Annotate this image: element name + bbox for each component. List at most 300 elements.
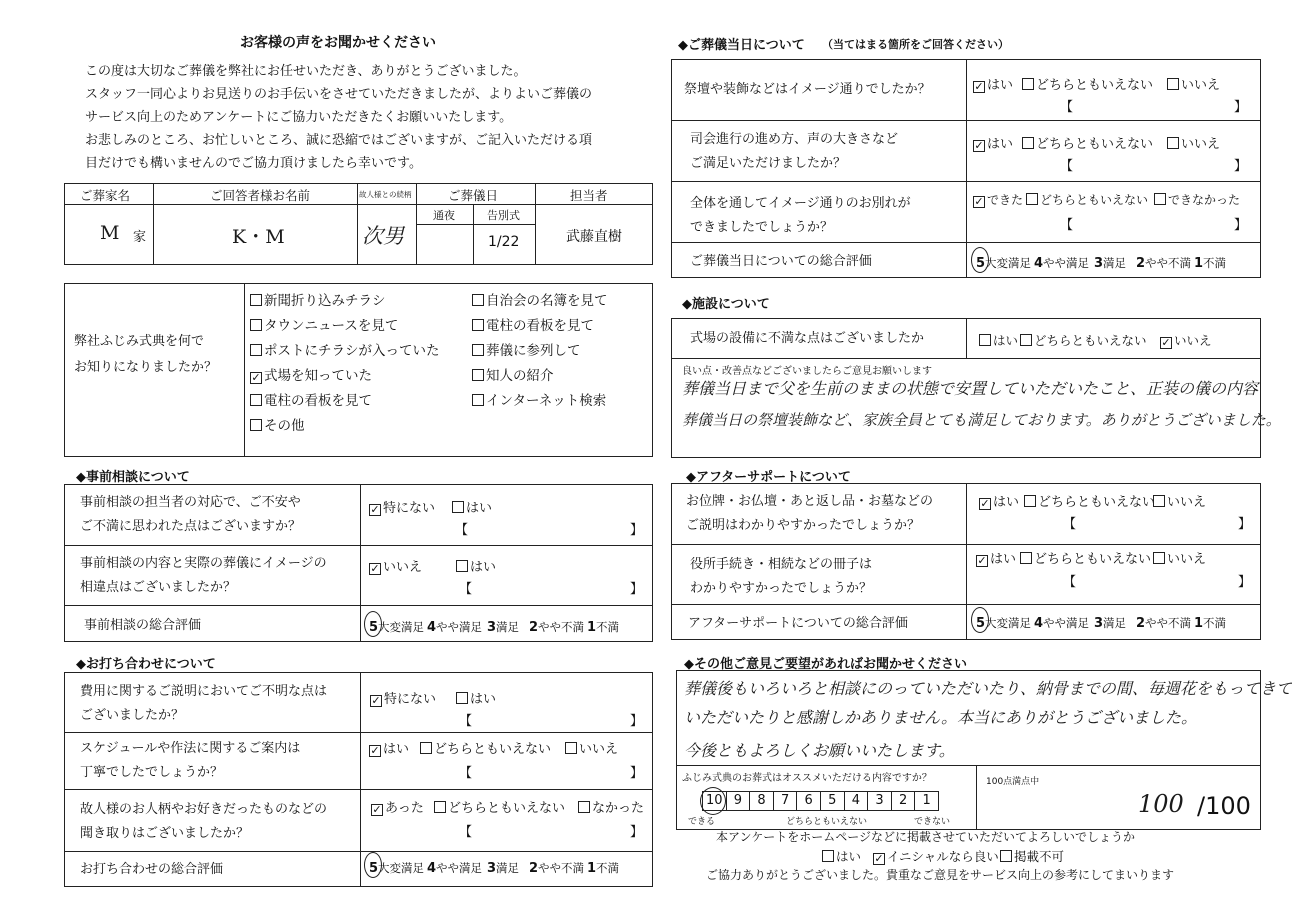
tojitsu-q2-line2: ご満足いただけましたか？: [690, 156, 847, 171]
jizen-q1-opt-0[interactable]: [369, 497, 435, 516]
tojitsu-q1-opt-2-label: いいえ: [1181, 78, 1221, 93]
after-q1-opt-2[interactable]: [1153, 491, 1206, 510]
source-question-2: お知りになりましたか？: [74, 360, 218, 375]
source-option-3-checkbox[interactable]: [472, 319, 484, 331]
source-option-2[interactable]: [250, 314, 398, 334]
source-option-8-checkbox[interactable]: [250, 394, 262, 406]
tojitsu-q1-opt-2[interactable]: [1167, 74, 1220, 93]
uchiawase-q3-opt-0-label: あった: [385, 801, 424, 816]
header-family: ご葬家名: [80, 188, 131, 203]
tojitsu-q1-bracket-open: 【: [1060, 100, 1074, 115]
jizen-q1-opt-0-label: 特にない: [383, 501, 436, 516]
jizen-q2-opt-0-label: いいえ: [383, 560, 423, 575]
after-q1-opt-0[interactable]: [979, 491, 1019, 510]
scale-left-label: できる: [688, 817, 716, 827]
after-q1-opt-0-checkbox[interactable]: ✓: [980, 497, 990, 510]
after-selected-circle: [971, 607, 989, 633]
shisetsu-q1-opt-0-label: はい: [993, 333, 1019, 348]
after-q1-line2: ご説明はわかりやすかったでしょうか？: [686, 518, 921, 533]
publish-opt-1[interactable]: [873, 847, 999, 865]
header-date: ご葬儀日: [448, 188, 499, 203]
after-q1-bracket-open: 【: [1063, 517, 1077, 532]
jizen-rating-num: 4: [427, 620, 437, 635]
family-suffix: 家: [133, 230, 147, 245]
tojitsu-rating-label: やや不満: [1145, 256, 1192, 270]
after-q2-bracket-open: 【: [1063, 575, 1077, 590]
uchiawase-q1-opt-0-label: 特にない: [384, 692, 437, 707]
after-q2-answer-field[interactable]: [1079, 571, 1236, 589]
tojitsu-q4: ご葬儀当日についての総合評価: [690, 254, 872, 269]
uchiawase-q2-opt-0-checkbox[interactable]: ✓: [370, 744, 380, 757]
tojitsu-heading: ◆ご葬儀当日について: [678, 38, 805, 53]
recommend-score-7[interactable]: 7: [773, 791, 798, 811]
jizen-rating-label: 不満: [596, 620, 620, 634]
source-option-3-label: 電柱の看板を見て: [486, 318, 594, 334]
shisetsu-q1-opt-2-label: いいえ: [1174, 333, 1212, 348]
after-q1-opt-2-label: いいえ: [1167, 495, 1207, 510]
source-option-4[interactable]: [250, 339, 440, 359]
after-q2-opt-2-label: いいえ: [1167, 552, 1207, 567]
jizen-q3: 事前相談の総合評価: [84, 618, 202, 633]
source-option-5-label: 葬儀に参列して: [486, 343, 581, 359]
other-comment-1: 葬儀後もいろいろと相談にのっていただいたり、納骨までの間、毎週花をもってきて: [684, 679, 1292, 698]
jizen-q1-answer-field[interactable]: [471, 519, 628, 537]
uchiawase-q1-opt-1-label: はい: [470, 692, 497, 707]
shisetsu-q1: 式場の設備に不満な点はございましたか: [690, 331, 925, 346]
tojitsu-q2-opt-1-label: どちらともいえない: [1036, 137, 1154, 152]
tojitsu-rating-num: 5: [976, 256, 986, 271]
shisetsu-comment-label: 良い点・改善点などございましたらご意見お願いします: [682, 366, 932, 377]
header-staff: 担当者: [570, 188, 608, 203]
jizen-rating-num: 3: [487, 620, 497, 635]
recommend-selected-circle: [700, 787, 726, 815]
intro-line-5: 目だけでも構いませんのでご協力頂けましたら幸いです。: [85, 156, 422, 171]
tojitsu-heading-note: （当てはまる箇所をご回答ください）: [822, 38, 1009, 51]
tojitsu-rating-1[interactable]: [1194, 252, 1226, 271]
uchiawase-q1-line2: ございましたか？: [80, 708, 185, 723]
jizen-rating-2[interactable]: [529, 616, 584, 635]
source-option-1-label: 自治会の名簿を見て: [486, 293, 608, 309]
source-option-3[interactable]: [472, 314, 594, 334]
shisetsu-comment-2: 葬儀当日の祭壇装飾など、家族全員とても満足しております。ありがとうございました。: [682, 411, 1281, 429]
tojitsu-rating-num: 2: [1136, 256, 1146, 271]
jizen-q2-opt-1[interactable]: [456, 556, 496, 575]
source-option-4-label: ポストにチラシが入っていた: [264, 343, 440, 359]
source-option-10-label: その他: [264, 418, 305, 434]
scale-right-label: できない: [914, 817, 951, 827]
uchiawase-rating-num: 2: [529, 861, 539, 876]
uchiawase-q3-opt-0-checkbox[interactable]: ✓: [372, 803, 382, 816]
after-q1-line1: お位牌・お仏壇・あと返し品・お墓などの: [686, 494, 934, 509]
tojitsu-q3-bracket-open: 【: [1060, 218, 1074, 233]
shisetsu-q1-opt-2[interactable]: [1160, 331, 1212, 349]
survey-title: お客様の声をお聞かせください: [240, 35, 436, 51]
uchiawase-q2-opt-2-checkbox[interactable]: [565, 742, 577, 754]
uchiawase-rating-3[interactable]: [487, 857, 519, 876]
source-option-7-checkbox[interactable]: [472, 369, 484, 381]
tojitsu-q3-opt-1-checkbox[interactable]: [1026, 193, 1038, 205]
shisetsu-q1-opt-1-label: どちらともいえない: [1034, 333, 1147, 348]
other-heading: ◆その他ご意見ご要望があればお聞かせください: [684, 657, 967, 672]
jizen-selected-circle: [364, 611, 382, 637]
uchiawase-heading: ◆お打ち合わせについて: [76, 657, 216, 672]
tojitsu-q3-opt-2[interactable]: [1154, 191, 1240, 208]
jizen-q1-bracket-close: 】: [630, 523, 644, 538]
source-option-9-label: インターネット検索: [486, 393, 607, 409]
jizen-rating-3[interactable]: [487, 616, 519, 635]
jizen-rating-4[interactable]: [427, 616, 482, 635]
source-option-8[interactable]: [250, 389, 372, 409]
shisetsu-q1-opt-1-checkbox[interactable]: [1020, 334, 1032, 346]
tojitsu-q3-opt-2-label: できなかった: [1168, 193, 1241, 207]
tojitsu-rating-label: 大変満足: [985, 256, 1032, 270]
tojitsu-q2-opt-2-label: いいえ: [1181, 137, 1221, 152]
uchiawase-q2-opt-1[interactable]: [420, 738, 551, 757]
publish-question: 本アンケートをホームページなどに掲載させていただいてよろしいでしょうか: [716, 830, 1136, 844]
source-option-7[interactable]: [472, 364, 554, 384]
source-option-10-checkbox[interactable]: [250, 419, 262, 431]
uchiawase-q2-opt-1-checkbox[interactable]: [420, 742, 432, 754]
after-rating-2[interactable]: [1136, 612, 1191, 631]
publish-opt-2-label: 掲載不可: [1014, 849, 1065, 864]
after-rating-num: 1: [1194, 616, 1204, 631]
after-rating-label: 大変満足: [985, 616, 1032, 630]
publish-opt-2[interactable]: [1000, 847, 1064, 865]
jizen-q2-line2: 相違点はございましたか？: [80, 580, 237, 595]
uchiawase-q1-opt-1[interactable]: [456, 688, 496, 707]
staff-value: 武藤直樹: [566, 229, 622, 245]
jizen-q2-opt-1-label: はい: [470, 560, 497, 575]
uchiawase-q2-answer-field[interactable]: [475, 762, 628, 780]
after-rating-num: 4: [1034, 616, 1044, 631]
tojitsu-q3-line1: 全体を通してイメージ通りのお別れが: [690, 196, 911, 211]
after-q3: アフターサポートについての総合評価: [688, 616, 908, 631]
jizen-q2-bracket-close: 】: [630, 582, 644, 597]
recommend-score-9[interactable]: 9: [726, 791, 751, 811]
after-q2-opt-0-checkbox[interactable]: ✓: [977, 554, 987, 567]
jizen-q1-line1: 事前相談の担当者の対応で、ご不安や: [80, 495, 301, 510]
tojitsu-q1-opt-0[interactable]: [973, 74, 1013, 93]
after-rating-num: 5: [976, 616, 986, 631]
tojitsu-q1: 祭壇や装飾などはイメージ通りでしたか？: [684, 82, 931, 97]
tojitsu-q3-answer-field[interactable]: [1076, 214, 1232, 232]
source-option-4-checkbox[interactable]: [250, 344, 262, 356]
uchiawase-q2-bracket-close: 】: [630, 766, 644, 781]
after-q2-opt-1-checkbox[interactable]: [1020, 552, 1032, 564]
uchiawase-q2-opt-2[interactable]: [565, 738, 618, 757]
tojitsu-q2-opt-2[interactable]: [1167, 133, 1220, 152]
source-option-5-checkbox[interactable]: [472, 344, 484, 356]
after-q1-opt-1[interactable]: [1024, 491, 1155, 510]
source-option-2-checkbox[interactable]: [250, 319, 262, 331]
after-rating-label: 不満: [1203, 616, 1227, 630]
intro-line-1: この度は大切なご葬儀を弊社にお任せいただき、ありがとうございました。: [85, 64, 527, 79]
uchiawase-q3-opt-1-label: どちらともいえない: [448, 801, 566, 816]
source-option-0[interactable]: [250, 289, 386, 309]
source-option-2-label: タウンニュースを見て: [264, 318, 399, 334]
uchiawase-q3-line2: 聞き取りはございましたか？: [80, 826, 250, 841]
recommend-score-1[interactable]: 1: [914, 791, 939, 811]
recommend-score-10[interactable]: 10: [702, 791, 727, 811]
jizen-q2-opt-0[interactable]: [369, 556, 422, 575]
publish-opt-1-checkbox[interactable]: ✓: [874, 852, 884, 865]
uchiawase-q2-line1: スケジュールや作法に関するご案内は: [80, 741, 301, 756]
uchiawase-rating-1[interactable]: [587, 857, 619, 876]
jizen-q1-opt-1[interactable]: [452, 497, 492, 516]
after-rating-label: やや満足: [1043, 616, 1090, 630]
jizen-rating-num: 2: [529, 620, 539, 635]
tojitsu-rating-num: 3: [1094, 256, 1104, 271]
tojitsu-q1-opt-0-label: はい: [987, 78, 1014, 93]
tojitsu-q3-opt-0[interactable]: [973, 191, 1023, 208]
uchiawase-q3-opt-2-label: なかった: [592, 801, 645, 816]
jizen-q1-opt-0-checkbox[interactable]: ✓: [370, 503, 380, 516]
shisetsu-q1-opt-1[interactable]: [1020, 331, 1147, 349]
header-tsuya: 通夜: [433, 209, 455, 222]
jizen-rating-label: 大変満足: [378, 620, 425, 634]
uchiawase-rating-label: やや不満: [538, 861, 585, 875]
scale-mid-label: どちらともいえない: [786, 817, 868, 827]
uchiawase-q1-opt-0-checkbox[interactable]: ✓: [371, 694, 381, 707]
after-rating-label: やや不満: [1145, 616, 1192, 630]
tojitsu-q3-opt-1[interactable]: [1026, 191, 1148, 208]
source-option-9[interactable]: [472, 389, 606, 409]
tojitsu-q1-opt-1-checkbox[interactable]: [1022, 78, 1034, 90]
source-option-6-checkbox[interactable]: ✓: [251, 371, 261, 384]
uchiawase-q3-opt-1[interactable]: [434, 797, 565, 816]
jizen-q2-opt-1-checkbox[interactable]: [456, 560, 468, 572]
intro-line-3: サービス向上のためアンケートにご協力いただきたくお願いいたします。: [85, 110, 513, 125]
after-rating-num: 2: [1136, 616, 1146, 631]
header-respondent: ご回答者様お名前: [210, 188, 311, 203]
tojitsu-selected-circle: [971, 247, 989, 273]
tojitsu-rating-3[interactable]: [1094, 252, 1126, 271]
tojitsu-q3-opt-0-label: できた: [987, 193, 1024, 207]
jizen-heading: ◆事前相談について: [76, 470, 190, 485]
after-q2-opt-0-label: はい: [990, 552, 1017, 567]
recommend-score-5[interactable]: 5: [820, 791, 845, 811]
uchiawase-q3-line1: 故人様のお人柄やお好きだったものなどの: [80, 802, 328, 817]
tojitsu-rating-num: 1: [1194, 256, 1204, 271]
after-q1-opt-1-label: どちらともいえない: [1038, 495, 1156, 510]
uchiawase-q3-bracket-close: 】: [630, 825, 644, 840]
jizen-q1-opt-1-checkbox[interactable]: [452, 501, 464, 513]
shisetsu-q1-opt-0[interactable]: [979, 331, 1018, 349]
source-option-1[interactable]: [472, 289, 608, 309]
uchiawase-q2-opt-0-label: はい: [383, 742, 410, 757]
uchiawase-q1-opt-0[interactable]: [370, 688, 436, 707]
jizen-rating-label: 満足: [496, 620, 520, 634]
recommend-score-3[interactable]: 3: [867, 791, 892, 811]
tojitsu-rating-num: 4: [1034, 256, 1044, 271]
shisetsu-comment-1: 葬儀当日まで父を生前のままの状態で安置していただいたこと、正装の儀の内容: [682, 379, 1259, 398]
uchiawase-q3-bracket-open: 【: [459, 825, 473, 840]
uchiawase-q3-opt-0[interactable]: [371, 797, 424, 816]
jizen-q1-bracket-open: 【: [455, 523, 469, 538]
tojitsu-q2-line1: 司会進行の進め方、声の大きさなど: [690, 132, 899, 147]
uchiawase-q3-opt-2[interactable]: [578, 797, 644, 816]
after-q2-opt-2[interactable]: [1153, 548, 1206, 567]
recommend-score-2[interactable]: 2: [891, 791, 916, 811]
tojitsu-rating-2[interactable]: [1136, 252, 1191, 271]
publish-opt-1-label: イニシャルなら良い: [887, 849, 999, 864]
jizen-rating-num: 1: [587, 620, 597, 635]
shisetsu-heading: ◆施設について: [682, 297, 770, 312]
score-label: 100点満点中: [986, 777, 1040, 787]
jizen-q1-line2: ご不満に思われた点はございますか？: [80, 519, 302, 534]
after-q1-opt-1-checkbox[interactable]: [1024, 495, 1036, 507]
uchiawase-q3-opt-2-checkbox[interactable]: [578, 801, 590, 813]
after-q2-opt-1[interactable]: [1020, 548, 1151, 567]
shisetsu-q1-opt-0-checkbox[interactable]: [979, 334, 991, 346]
after-heading: ◆アフターサポートについて: [686, 470, 851, 485]
tojitsu-q3-opt-1-label: どちらともいえない: [1040, 193, 1149, 207]
jizen-rating-label: やや不満: [538, 620, 585, 634]
tojitsu-q3-bracket-close: 】: [1234, 218, 1248, 233]
after-rating-3[interactable]: [1094, 612, 1126, 631]
uchiawase-rating-2[interactable]: [529, 857, 584, 876]
publish-opt-2-checkbox[interactable]: [1000, 850, 1012, 862]
after-q2-opt-1-label: どちらともいえない: [1034, 552, 1152, 567]
tojitsu-q3-opt-2-checkbox[interactable]: [1154, 193, 1166, 205]
after-q2-opt-0[interactable]: [976, 548, 1016, 567]
after-q2-line1: 役所手続き・相続などの冊子は: [690, 557, 873, 572]
after-rating-1[interactable]: [1194, 612, 1226, 631]
after-q1-opt-0-label: はい: [993, 495, 1020, 510]
tojitsu-rating-label: 満足: [1103, 256, 1127, 270]
header-relation: 故人様との続柄: [359, 190, 412, 199]
after-q1-bracket-close: 】: [1238, 517, 1252, 532]
tojitsu-q2-opt-1-checkbox[interactable]: [1022, 137, 1034, 149]
tojitsu-rating-label: やや満足: [1043, 256, 1090, 270]
tojitsu-rating-4[interactable]: [1034, 252, 1089, 271]
tojitsu-q2-bracket-open: 【: [1060, 159, 1074, 174]
source-option-1-checkbox[interactable]: [472, 294, 484, 306]
recommend-score-4[interactable]: 4: [844, 791, 869, 811]
recommend-question: ふじみ式典のお葬式はオススメいただける内容ですか？: [682, 773, 932, 784]
publish-opt-0-label: はい: [836, 849, 862, 864]
intro-line-2: スタッフ一同心よりお見送りのお手伝いをさせていただきましたが、よりよいご葬儀の: [85, 87, 593, 102]
uchiawase-q4: お打ち合わせの総合評価: [80, 862, 224, 877]
jizen-q2-bracket-open: 【: [459, 582, 473, 597]
jizen-q1-opt-1-label: はい: [466, 501, 493, 516]
jizen-q2-opt-0-checkbox[interactable]: ✓: [370, 562, 380, 575]
after-q2-line2: わかりやすかったでしょうか？: [690, 581, 873, 596]
source-option-0-label: 新聞折り込みチラシ: [264, 293, 386, 309]
uchiawase-selected-circle: [364, 852, 382, 878]
jizen-q2-answer-field[interactable]: [475, 578, 628, 596]
tojitsu-rating-label: 不満: [1203, 256, 1227, 270]
jizen-rating-1[interactable]: [587, 616, 619, 635]
header-kokubetsu: 告別式: [487, 209, 520, 222]
kokubetsu-value: 1/22: [488, 234, 520, 250]
tojitsu-q1-bracket-close: 】: [1234, 100, 1248, 115]
tojitsu-q2-bracket-close: 】: [1234, 159, 1248, 174]
source-option-8-label: 電柱の看板を見て: [264, 393, 372, 409]
source-question-1: 弊社ふじみ式典を何で: [74, 334, 205, 349]
uchiawase-rating-label: 不満: [596, 861, 620, 875]
tojitsu-q2-answer-field[interactable]: [1076, 155, 1232, 173]
jizen-q2-line1: 事前相談の内容と実際の葬儀にイメージの: [80, 556, 327, 571]
uchiawase-q1-line1: 費用に関するご説明においてご不明な点は: [80, 684, 328, 699]
recommend-score-8[interactable]: 8: [749, 791, 774, 811]
tojitsu-q1-answer-field[interactable]: [1076, 96, 1232, 114]
uchiawase-q3-opt-1-checkbox[interactable]: [434, 801, 446, 813]
uchiawase-q2-bracket-open: 【: [459, 766, 473, 781]
score-max: /100: [1197, 792, 1251, 820]
source-option-5[interactable]: [472, 339, 581, 359]
source-option-9-checkbox[interactable]: [472, 394, 484, 406]
family-name-value: M: [100, 222, 120, 244]
other-comment-3: 今後ともよろしくお願いいたします。: [684, 741, 955, 760]
uchiawase-q1-answer-field[interactable]: [475, 710, 628, 728]
uchiawase-q2-opt-0[interactable]: [369, 738, 409, 757]
thanks-text: ご協力ありがとうございました。貴重なご意見をサービス向上の参考にしてまいります: [706, 868, 1175, 882]
after-q1-opt-2-checkbox[interactable]: [1153, 495, 1165, 507]
tojitsu-q3-line2: できましたでしょうか？: [690, 220, 834, 235]
after-q2-opt-2-checkbox[interactable]: [1153, 552, 1165, 564]
after-q2-bracket-close: 】: [1238, 575, 1252, 590]
after-rating-label: 満足: [1103, 616, 1127, 630]
publish-opt-0-checkbox[interactable]: [822, 850, 834, 862]
tojitsu-q2-opt-0-checkbox[interactable]: ✓: [974, 139, 984, 152]
tojitsu-q2-opt-0-label: はい: [987, 137, 1014, 152]
uchiawase-rating-4[interactable]: [427, 857, 482, 876]
uchiawase-rating-num: 3: [487, 861, 497, 876]
respondent-value: K・M: [232, 226, 285, 248]
after-rating-4[interactable]: [1034, 612, 1089, 631]
jizen-rating-num: 5: [369, 620, 379, 635]
tojitsu-q2-opt-2-checkbox[interactable]: [1167, 137, 1179, 149]
tojitsu-q1-opt-2-checkbox[interactable]: [1167, 78, 1179, 90]
uchiawase-q2-opt-2-label: いいえ: [579, 742, 619, 757]
source-option-7-label: 知人の紹介: [486, 368, 554, 384]
uchiawase-q2-line2: 丁寧でしたでしょうか？: [80, 765, 224, 780]
jizen-rating-label: やや満足: [436, 620, 483, 634]
uchiawase-q1-opt-1-checkbox[interactable]: [456, 692, 468, 704]
uchiawase-q3-answer-field[interactable]: [475, 821, 628, 839]
uchiawase-rating-num: 4: [427, 861, 437, 876]
uchiawase-rating-num: 1: [587, 861, 597, 876]
publish-opt-0[interactable]: [822, 847, 861, 865]
intro-line-4: お悲しみのところ、お忙しいところ、誠に恐縮ではございますが、ご記入いただける項: [85, 133, 593, 148]
uchiawase-rating-label: 大変満足: [378, 861, 425, 875]
shisetsu-q1-opt-2-checkbox[interactable]: ✓: [1161, 336, 1171, 349]
source-option-0-checkbox[interactable]: [250, 294, 262, 306]
uchiawase-rating-label: やや満足: [436, 861, 483, 875]
tojitsu-q1-opt-0-checkbox[interactable]: ✓: [974, 80, 984, 93]
recommend-score-6[interactable]: 6: [796, 791, 821, 811]
tojitsu-q2-opt-1[interactable]: [1022, 133, 1153, 152]
uchiawase-q2-opt-1-label: どちらともいえない: [434, 742, 552, 757]
source-option-10[interactable]: [250, 414, 305, 434]
uchiawase-rating-label: 満足: [496, 861, 520, 875]
tojitsu-q2-opt-0[interactable]: [973, 133, 1013, 152]
score-value: 100: [1138, 790, 1184, 818]
uchiawase-q1-bracket-close: 】: [630, 714, 644, 729]
tojitsu-q1-opt-1[interactable]: [1022, 74, 1153, 93]
other-comment-2: いただいたりと感謝しかありません。本当にありがとうございました。: [684, 708, 1197, 727]
tojitsu-q3-opt-0-checkbox[interactable]: ✓: [974, 195, 984, 208]
uchiawase-q1-bracket-open: 【: [459, 714, 473, 729]
source-option-6[interactable]: [250, 364, 372, 384]
relation-value: 次男: [362, 224, 404, 248]
source-option-6-label: 式場を知っていた: [264, 368, 372, 384]
after-rating-num: 3: [1094, 616, 1104, 631]
after-q1-answer-field[interactable]: [1079, 513, 1236, 531]
uchiawase-rating-num: 5: [369, 861, 379, 876]
tojitsu-q1-opt-1-label: どちらともいえない: [1036, 78, 1154, 93]
